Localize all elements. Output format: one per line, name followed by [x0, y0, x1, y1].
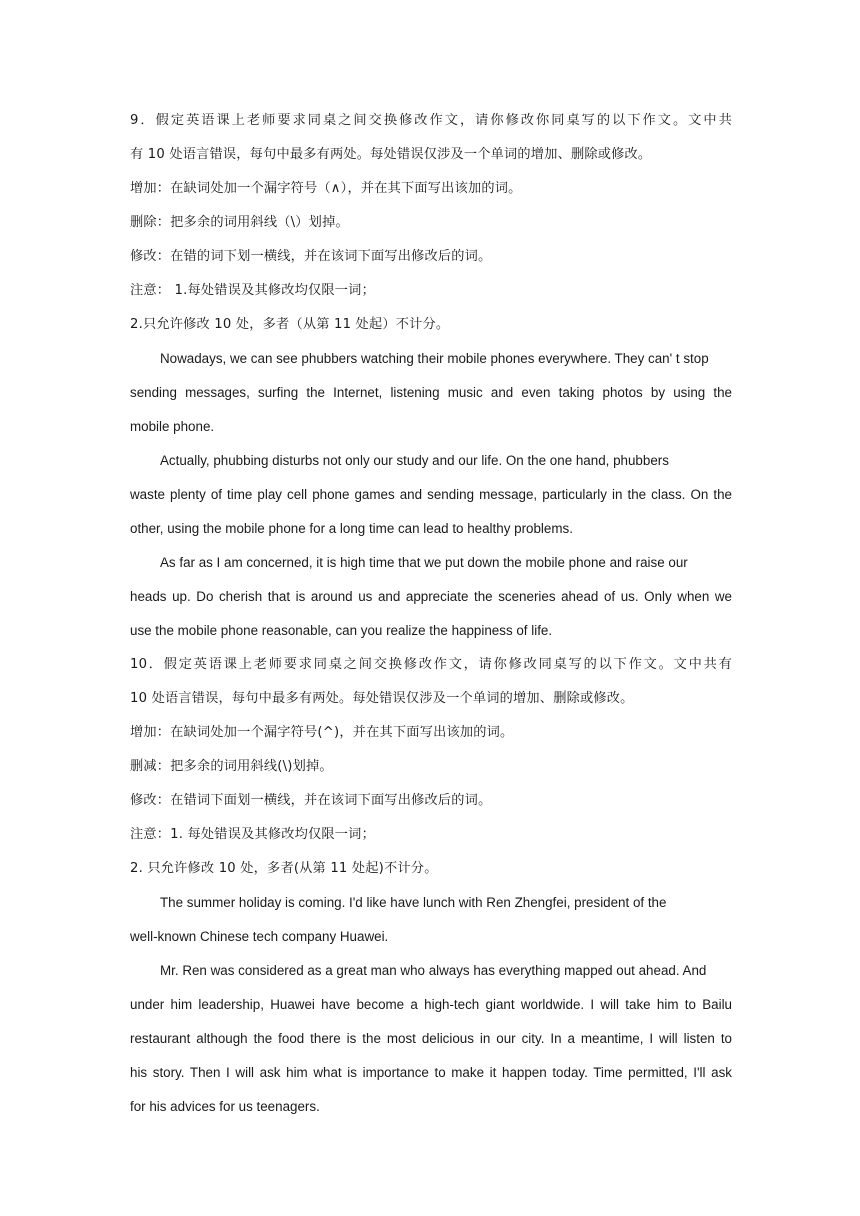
- q9-add-instruction: 增加：在缺词处加一个漏字符号（∧），并在其下面写出该加的词。: [130, 181, 522, 196]
- q10-modify-instruction: 修改：在错词下面划一横线，并在该词下面写出修改后的词。: [130, 793, 492, 808]
- q10-delete-instruction: 删减：把多余的词用斜线(\)划掉。: [130, 759, 333, 774]
- q10-para1-line2: well-known Chinese tech company Huawei.: [130, 929, 389, 944]
- q10-note2: 2. 只允许修改 10 处，多者(从第 11 处起)不计分。: [130, 861, 438, 876]
- q9-para3-line1: As far as I am concerned, it is high time that we put down the mobile phone and raise our: [160, 555, 688, 570]
- q9-title-line2: 有 10 处语言错误，每句中最多有两处。每处错误仅涉及一个单词的增加、删除或修改。: [130, 147, 652, 162]
- q9-para3-line2: heads up. Do cherish that is around us and appreciate the sceneries ahead of us. Only when we: [130, 589, 732, 604]
- q9-note1: 注意： 1.每处错误及其修改均仅限一词；: [130, 283, 375, 298]
- q9-para2-line2: waste plenty of time play cell phone games and sending message, particularly in the class. On the: [130, 487, 732, 502]
- q9-para1-line3: mobile phone.: [130, 419, 215, 434]
- q10-para2-line4: his story. Then I will ask him what is importance to make it happen today. Time permitted, I'll ask: [130, 1065, 732, 1080]
- q9-para2-line1: Actually, phubbing disturbs not only our study and our life. On the one hand, phubbers: [160, 453, 669, 468]
- q10-note1: 注意：1. 每处错误及其修改均仅限一词；: [130, 827, 375, 842]
- q10-para2-line1: Mr. Ren was considered as a great man who always has everything mapped out ahead. And: [160, 963, 707, 978]
- q10-para2-line3: restaurant although the food there is the most delicious in our city. In a meantime, I will listen to: [130, 1031, 732, 1046]
- q10-title-line2: 10 处语言错误，每句中最多有两处。每处错误仅涉及一个单词的增加、删除或修改。: [130, 691, 634, 706]
- q9-note2: 2.只允许修改 10 处，多者（从第 11 处起）不计分。: [130, 317, 450, 332]
- q9-para1-line2: sending messages, surfing the Internet, listening music and even taking photos by using the: [130, 385, 732, 400]
- q10-para2-line2: under him leadership, Huawei have become a high-tech giant worldwide. I will take him to Bailu: [130, 997, 732, 1012]
- q9-para1-line1: Nowadays, we can see phubbers watching their mobile phones everywhere. They can' t stop: [160, 351, 709, 366]
- q10-add-instruction: 增加：在缺词处加一个漏字符号(^)，并在其下面写出该加的词。: [130, 725, 514, 740]
- q9-para2-line3: other, using the mobile phone for a long time can lead to healthy problems.: [130, 521, 573, 536]
- q9-title-line1: 9．假定英语课上老师要求同桌之间交换修改作文，请你修改你同桌写的以下作文。文中共: [130, 113, 732, 128]
- q9-delete-instruction: 删除：把多余的词用斜线（\）划掉。: [130, 215, 349, 230]
- q10-para1-line1: The summer holiday is coming. I'd like have lunch with Ren Zhengfei, president of the: [160, 895, 667, 910]
- document-page: [130, 104, 732, 1124]
- q10-title-line1: 10．假定英语课上老师要求同桌之间交换修改作文，请你修改同桌写的以下作文。文中共有: [130, 657, 732, 672]
- q9-modify-instruction: 修改：在错的词下划一横线，并在该词下面写出修改后的词。: [130, 249, 492, 264]
- q9-para3-line3: use the mobile phone reasonable, can you realize the happiness of life.: [130, 623, 553, 638]
- q10-para2-line5: for his advices for us teenagers.: [130, 1099, 320, 1114]
